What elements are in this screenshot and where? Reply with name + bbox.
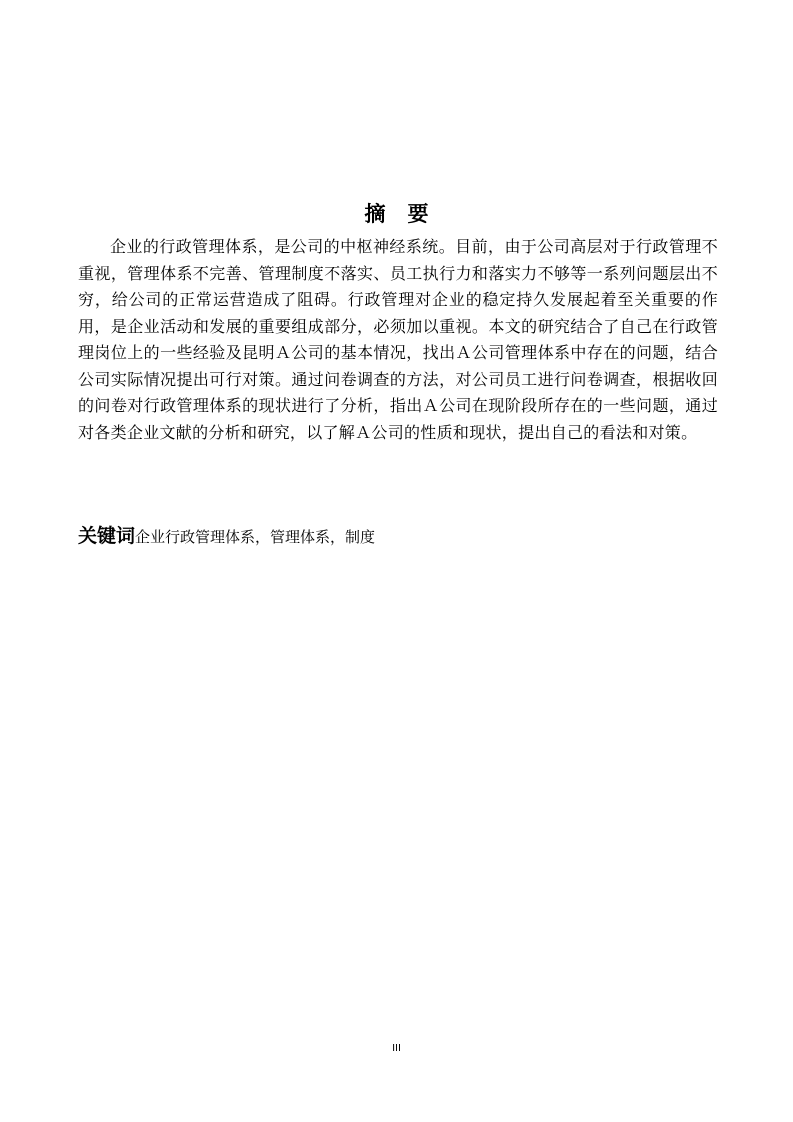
keywords-text: 企业行政管理体系，管理体系，制度 bbox=[135, 528, 376, 546]
keywords-label: 关键词 bbox=[78, 525, 136, 547]
abstract-body: 企业的行政管理体系，是公司的中枢神经系统。目前，由于公司高层对于行政管理不重视，管理体系不完善、管理制度不落实、员工执行力和落实力不够等一系列问题层出不穷，给公司的正常运营造成了阻碍。行政管理对企业的稳定持久发展起着至关重要的作用，是企业活动和发展的重要组成部分，必须加以重视。本文的研究结合了自己在行政管理岗位上的一些经验及昆明Ａ公司的基本情况，找出Ａ公司管理体系中存在的问题，结合公司实际情况提出可行对策。通过问卷调查的方法，对公司员工进行问卷调查，根据收回的问卷对行政管理体系的现状进行了分析，指出Ａ公司在现阶段所存在的一些问题，通过对各类企业文献的分析和研究，以了解Ａ公司的性质和现状，提出自己的看法和对策。 bbox=[78, 237, 718, 442]
abstract-title-char-2: 要 bbox=[407, 202, 429, 226]
keywords-line bbox=[78, 521, 718, 548]
abstract-title-char-1: 摘 bbox=[364, 202, 386, 226]
abstract-title bbox=[0, 198, 793, 228]
page-number: III bbox=[392, 1043, 401, 1054]
